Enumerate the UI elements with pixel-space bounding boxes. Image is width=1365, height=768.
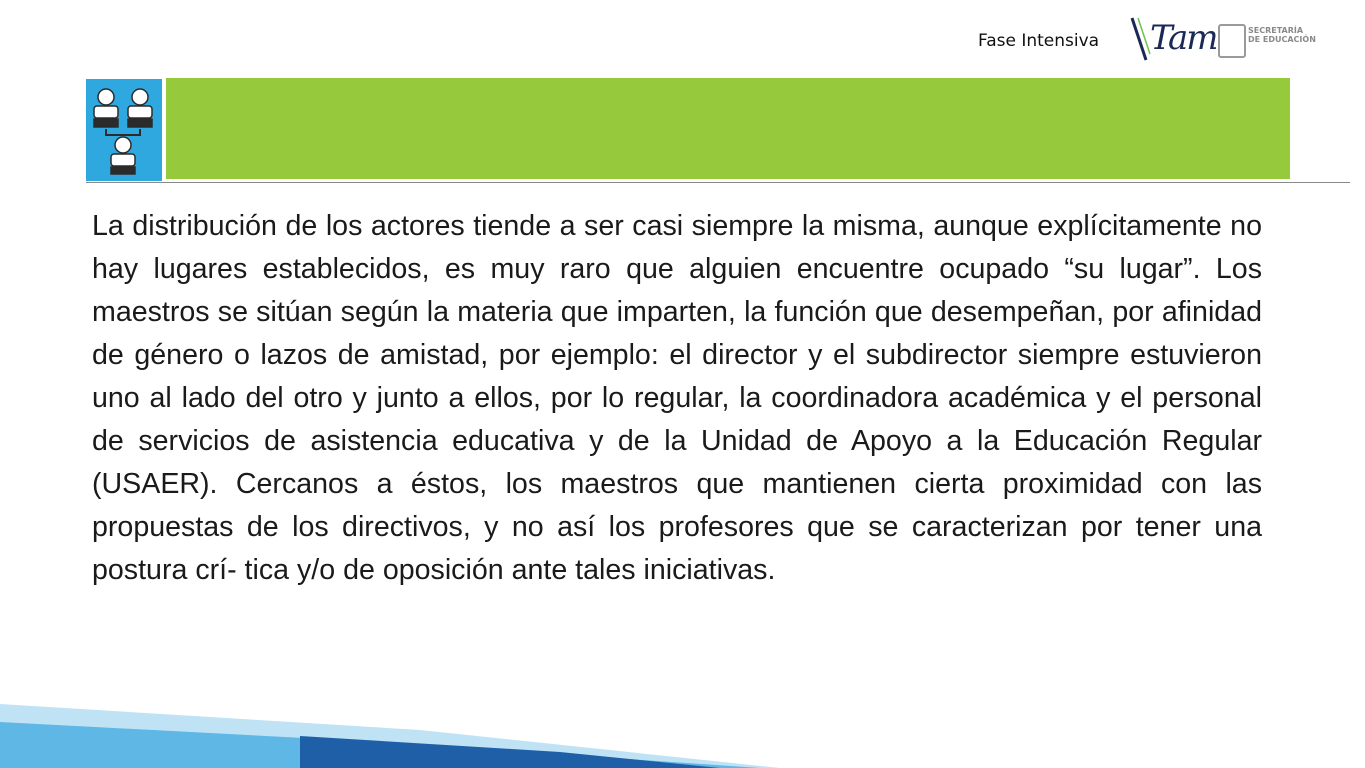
people-hierarchy-icon bbox=[86, 79, 162, 181]
title-banner-bar bbox=[166, 78, 1290, 179]
secretaria-line-1: SECRETARÍA bbox=[1248, 26, 1304, 35]
body-paragraph: La distribución de los actores tiende a ser casi siempre la misma, aunque explícitamente no hay lugares establecidos, es muy raro que alguien encuentre ocupado “su lugar”. Los maestros se sitúan según la materia que imparten, la función que desempeñan, por afinidad de género o lazos de amistad, por ejemplo: el director y el subdirector siempre estuvieron uno al lado del otro y junto a ellos, por lo regular, la coordinadora académica y el personal de servicios de asistencia educativa y de la Unidad de Apoyo a la Educación Regular (USAER). Cercanos a éstos, los maestros que mantienen cierta proximidad con las propuestas de los directivos, y no así los profesores que se caracterizan por tener una postura crí- tica y/o de oposición ante tales iniciativas. bbox=[92, 210, 1262, 586]
banner-icon-box bbox=[86, 79, 162, 181]
seal-icon bbox=[1218, 24, 1246, 58]
section-label: Fase Intensiva bbox=[978, 31, 1100, 51]
tam-logo bbox=[1128, 14, 1318, 64]
secretaria-line-2: DE EDUCACIÓN bbox=[1248, 35, 1316, 44]
footer-swoosh-decoration bbox=[0, 700, 780, 768]
secretaria-text bbox=[1248, 26, 1316, 44]
header-divider bbox=[86, 182, 1350, 183]
tam-logo-text: Tam bbox=[1150, 18, 1217, 58]
